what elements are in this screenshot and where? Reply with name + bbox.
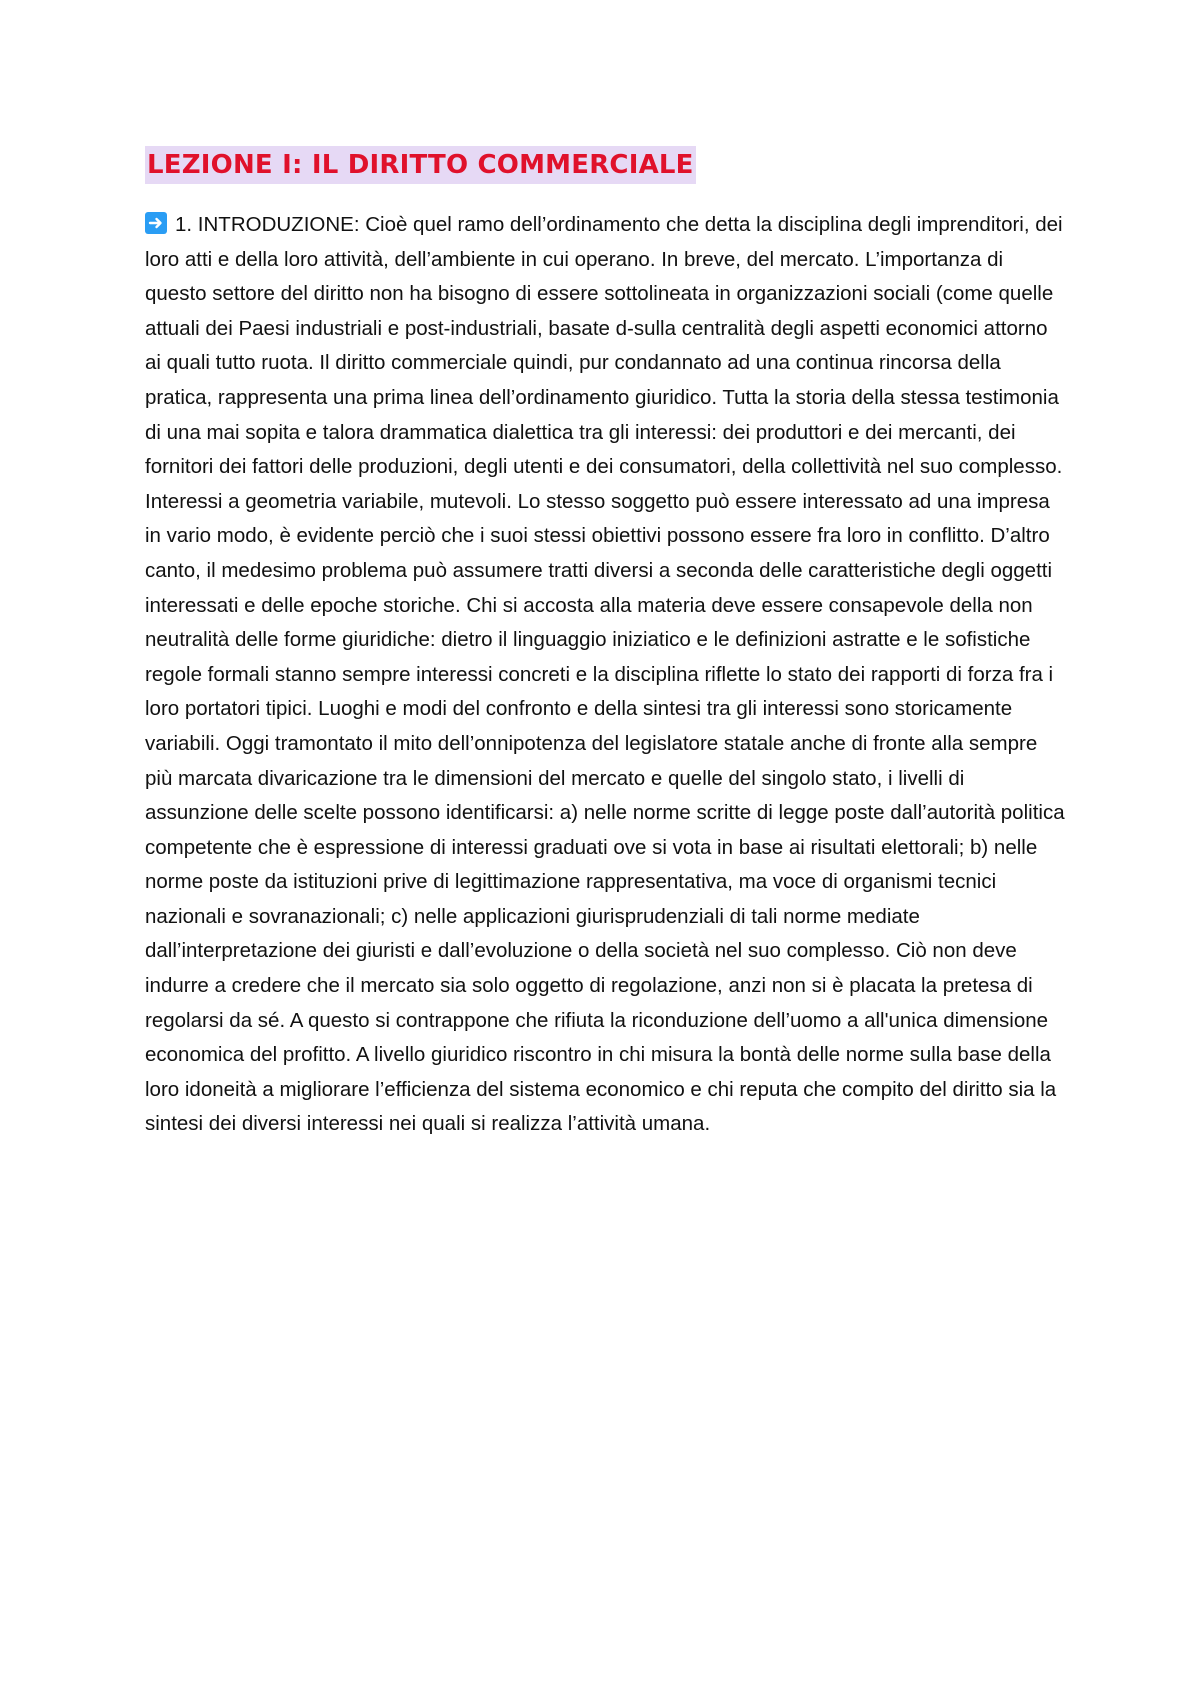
- document-title: LEZIONE I: IL DIRITTO COMMERCIALE: [145, 146, 696, 184]
- section-text: 1. INTRODUZIONE: Cioè quel ramo dell’ordinamento che detta la disciplina degli imprenditori, dei loro atti e della loro attività, dell’ambiente in cui operano. In breve, del mercato. L’importanza di questo settore del diritto non ha bisogno di essere sottolineata in organizzazioni sociali (come quelle attuali dei Paesi industriali e post-industriali, basate d-sulla centralità degli aspetti economici attorno ai quali tutto ruota. Il diritto commerciale quindi, pur condannato ad una continua rincorsa della pratica, rappresenta una prima linea dell’ordinamento giuridico. Tutta la storia della stessa testimonia di una mai sopita e talora drammatica dialettica tra gli interessi: dei produttori e dei mercanti, dei fornitori dei fattori delle produzioni, degli utenti e dei consumatori, della collettività nel suo complesso. Interessi a geometria variabile, mutevoli. Lo stesso soggetto può essere interessato ad una impresa in vario modo, è evidente perciò che i suoi stessi obiettivi possono essere fra loro in conflitto. D’altro canto, il medesimo problema può assumere tratti diversi a seconda delle caratteristiche degli oggetti interessati e delle epoche storiche. Chi si accosta alla materia deve essere consapevole della non neutralità delle forme giuridiche: dietro il linguaggio iniziatico e le definizioni astratte e le sofistiche regole formali stanno sempre interessi concreti e la disciplina riflette lo stato dei rapporti di forza fra i loro portatori tipici. Luoghi e modi del confronto e della sintesi tra gli interessi sono storicamente variabili. Oggi tramontato il mito dell’onnipotenza del legislatore statale anche di fronte alla sempre più marcata divaricazione tra le dimensioni del mercato e quelle del singolo stato, i livelli di assunzione delle scelte possono identificarsi: a) nelle norme scritte di legge poste dall’autorità politica competente che è espressione di interessi graduati ove si vota in base ai risultati elettorali; b) nelle norme poste da istituzioni prive di legittimazione rappresentativa, ma voce di organismi tecnici nazionali e sovranazionali; c) nelle applicazioni giurisprudenziali di tali norme mediate dall’interpretazione dei giuristi e dall’evoluzione o della società nel suo complesso. Ciò non deve indurre a credere che il mercato sia solo oggetto di regolazione, anzi non si è placata la pretesa di regolarsi da sé. A questo si contrappone che rifiuta la riconduzione dell’uomo a all'unica dimensione economica del profitto. A livello giuridico riscontro in chi misura la bontà delle norme sulla base della loro idoneità a migliorare l’efficienza del sistema economico e chi reputa che compito del diritto sia la sintesi dei diversi interessi nei quali si realizza l’attività umana.: [145, 213, 1065, 1136]
- right-arrow-icon: [145, 212, 167, 234]
- title-block: [145, 146, 696, 184]
- section-paragraph: [145, 208, 1065, 1142]
